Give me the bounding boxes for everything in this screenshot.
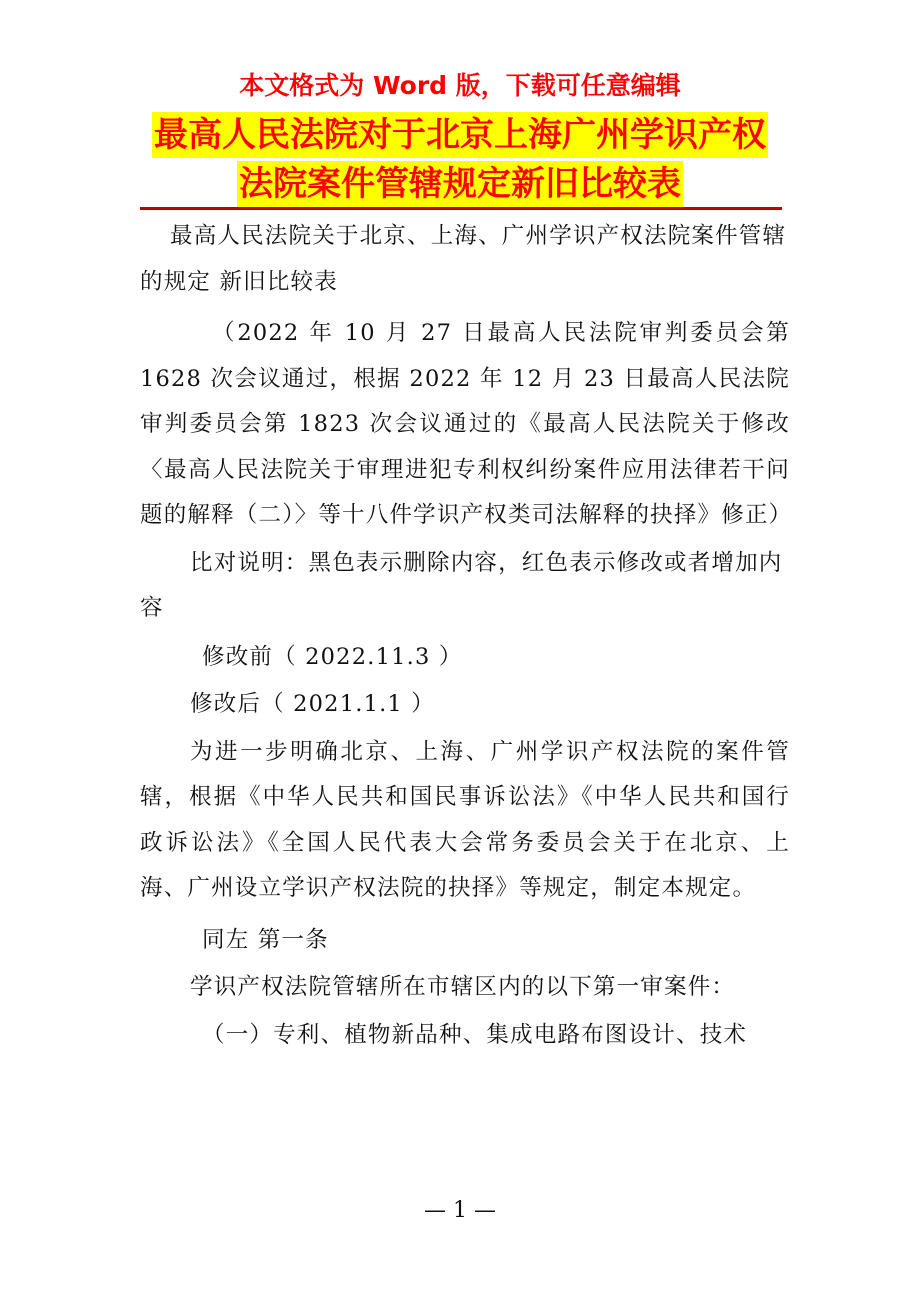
adoption-note-paragraph: （2022 年 10 月 27 日最高人民法院审判委员会第 1628 次会议通过，根据 2022 年 12 月 23 日最高人民法院审判委员会第 1823 次会议通过的《最高人民法院关于修改〈最高人民法院关于审理进犯专利权纠纷案件应用法律若干问题的解释（二）〉等十八件学识产权类司法解释的抉择》修正）: [140, 320, 793, 528]
article-heading: 同左 第一条: [202, 926, 329, 953]
article-text: 学识产权法院管辖所在市辖区内的以下第一审案件：: [190, 974, 736, 1000]
page-number: — 1 —: [424, 1198, 496, 1223]
title-line-1: 最高人民法院对于北京上海广州学识产权: [152, 112, 768, 158]
title-divider: [140, 207, 782, 210]
document-body: [140, 214, 793, 1058]
format-notice: 本文格式为 Word 版，下载可任意编辑: [239, 71, 681, 100]
comparison-note-paragraph: 比对说明：黑色表示删除内容，红色表示修改或者增加内容: [140, 549, 783, 621]
before-date: 修改前（ 2022.11.3 ）: [202, 643, 463, 670]
intro-title-paragraph: 最高人民法院关于北京、上海、广州学识产权法院案件管辖的规定 新旧比较表: [140, 223, 787, 295]
after-date: 修改后（ 2021.1.1 ）: [190, 691, 435, 717]
preamble-paragraph: 为进一步明确北京、上海、广州学识产权法院的案件管辖，根据《中华人民共和国民事诉讼法》《中华人民共和国行政诉讼法》《全国人民代表大会常务委员会关于在北京、上海、广州设立学识产权法院的抉择》等规定，制定本规定。: [140, 738, 790, 901]
document-title: [0, 112, 920, 210]
title-line-2: 法院案件管辖规定新旧比较表: [237, 161, 683, 207]
item-one: （一）专利、植物新品种、集成电路布图设计、技术: [202, 1021, 748, 1048]
